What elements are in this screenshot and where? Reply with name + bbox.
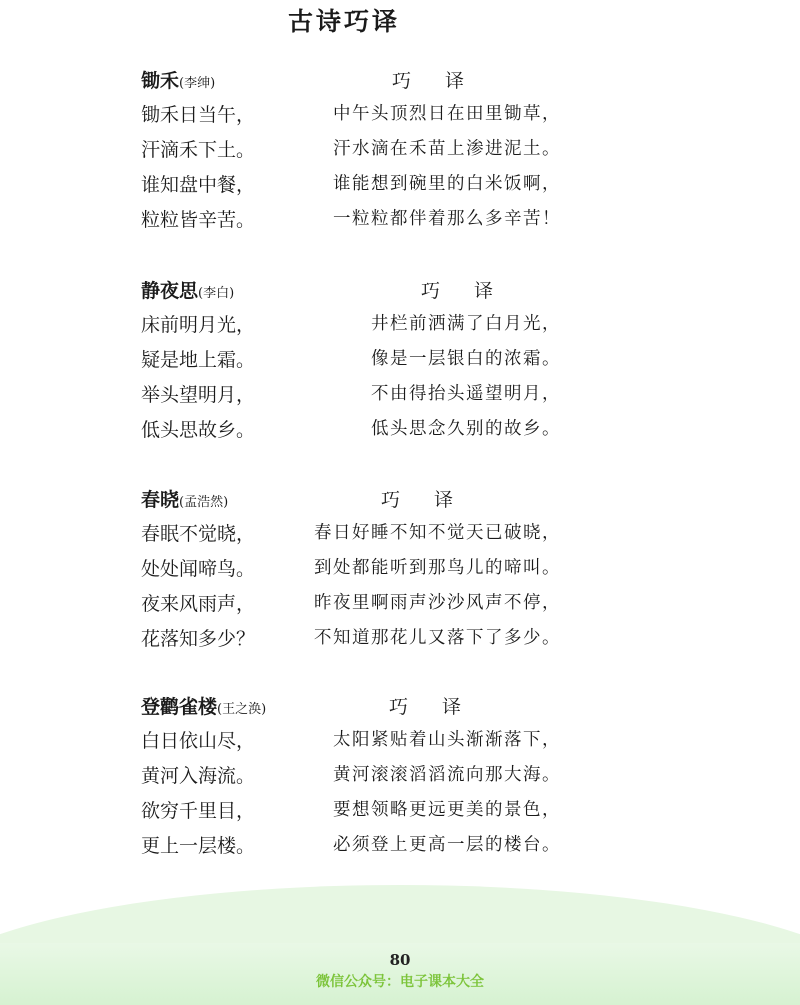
- translation-line: 必须登上更高一层的楼台。: [333, 835, 561, 855]
- translation-label-char: 巧: [392, 70, 412, 92]
- original-line: 谁知盘中餐，: [141, 174, 256, 196]
- translation-line: 春日好睡不知不觉天已破晓，: [314, 523, 561, 543]
- poem-block: [141, 276, 561, 450]
- page-number: 80: [389, 951, 411, 969]
- original-line: 锄禾日当午，: [141, 104, 256, 126]
- poem-line: [141, 170, 561, 205]
- poem-header: [141, 485, 561, 519]
- poem-title: [141, 66, 215, 93]
- poem-title-text: 静夜思: [141, 280, 199, 302]
- poem-title: [141, 276, 234, 303]
- poem-header: [141, 276, 561, 310]
- poem-line: [141, 624, 561, 659]
- translation-line: 黄河滚滚滔滔流向那大海。: [333, 765, 561, 785]
- translation-label: [392, 66, 464, 93]
- poem-line: [141, 205, 561, 240]
- poem-author: (孟浩然): [179, 495, 229, 510]
- translation-label-char: 译: [445, 70, 465, 92]
- translation-line: 谁能想到碗里的白米饭啊，: [333, 174, 561, 194]
- poem-title: [141, 692, 266, 719]
- poem-title-text: 春晓: [141, 489, 180, 511]
- original-line: 疑是地上霜。: [141, 349, 256, 371]
- original-line: 夜来风雨声，: [141, 593, 256, 615]
- poem-line: [141, 761, 561, 796]
- translation-label-char: 巧: [421, 280, 441, 302]
- poem-title-text: 锄禾: [141, 70, 180, 92]
- translation-line: 中午头顶烈日在田里锄草，: [333, 104, 561, 124]
- original-line: 床前明月光，: [141, 314, 256, 336]
- original-line: 更上一层楼。: [141, 835, 256, 857]
- translation-line: 要想领略更远更美的景色，: [333, 800, 561, 820]
- translation-label: [421, 276, 493, 303]
- original-line: 花落知多少？: [141, 628, 256, 650]
- translation-label-char: 译: [474, 280, 494, 302]
- translation-line: 太阳紧贴着山头渐渐落下，: [333, 730, 561, 750]
- original-line: 粒粒皆辛苦。: [141, 209, 256, 231]
- poem-line: [141, 554, 561, 589]
- poem-line: [141, 380, 561, 415]
- translation-line: 像是一层银白的浓霜。: [371, 349, 561, 369]
- poem-author: (李白): [198, 286, 235, 301]
- original-line: 举头望明月，: [141, 384, 256, 406]
- translation-label: [389, 692, 461, 719]
- poem-line: [141, 135, 561, 170]
- translation-line: 低头思念久别的故乡。: [371, 419, 561, 439]
- translation-line: 昨夜里啊雨声沙沙风声不停，: [314, 593, 561, 613]
- poem-line: [141, 519, 561, 554]
- poem-header: [141, 66, 561, 100]
- poem-line: [141, 100, 561, 135]
- poem-line: [141, 589, 561, 624]
- translation-line: 到处都能听到那鸟儿的啼叫。: [314, 558, 561, 578]
- poem-block: [141, 66, 561, 240]
- poem-block: [141, 692, 561, 866]
- original-line: 欲穷千里目，: [141, 800, 256, 822]
- page-title: 古诗巧译: [287, 7, 400, 36]
- original-line: 春眠不觉晓，: [141, 523, 256, 545]
- translation-line: 不知道那花儿又落下了多少。: [314, 628, 561, 648]
- poem-author: (王之涣): [217, 702, 267, 717]
- poem-line: [141, 345, 561, 380]
- poem-line: [141, 831, 561, 866]
- poem-title: [141, 485, 228, 512]
- translation-label-char: 译: [442, 696, 462, 718]
- translation-label-char: 巧: [381, 489, 401, 511]
- translation-line: 井栏前洒满了白月光，: [371, 314, 561, 334]
- poem-block: [141, 485, 561, 659]
- translation-line: 一粒粒都伴着那么多辛苦！: [333, 209, 561, 229]
- translation-label-char: 译: [434, 489, 454, 511]
- poem-line: [141, 415, 561, 450]
- poem-header: [141, 692, 561, 726]
- translation-line: 汗水滴在禾苗上渗进泥土。: [333, 139, 561, 159]
- original-line: 白日依山尽，: [141, 730, 256, 752]
- translation-line: 不由得抬头遥望明月，: [371, 384, 561, 404]
- translation-label-char: 巧: [389, 696, 409, 718]
- original-line: 低头思故乡。: [141, 419, 256, 441]
- poem-line: [141, 310, 561, 345]
- poem-line: [141, 726, 561, 761]
- poem-line: [141, 796, 561, 831]
- original-line: 黄河入海流。: [141, 765, 256, 787]
- original-line: 汗滴禾下土。: [141, 139, 256, 161]
- poem-title-text: 登鹳雀楼: [141, 696, 218, 718]
- watermark-text: 微信公众号：电子课本大全: [316, 974, 484, 990]
- original-line: 处处闻啼鸟。: [141, 558, 256, 580]
- poem-author: (李绅): [179, 76, 216, 91]
- translation-label: [381, 485, 453, 512]
